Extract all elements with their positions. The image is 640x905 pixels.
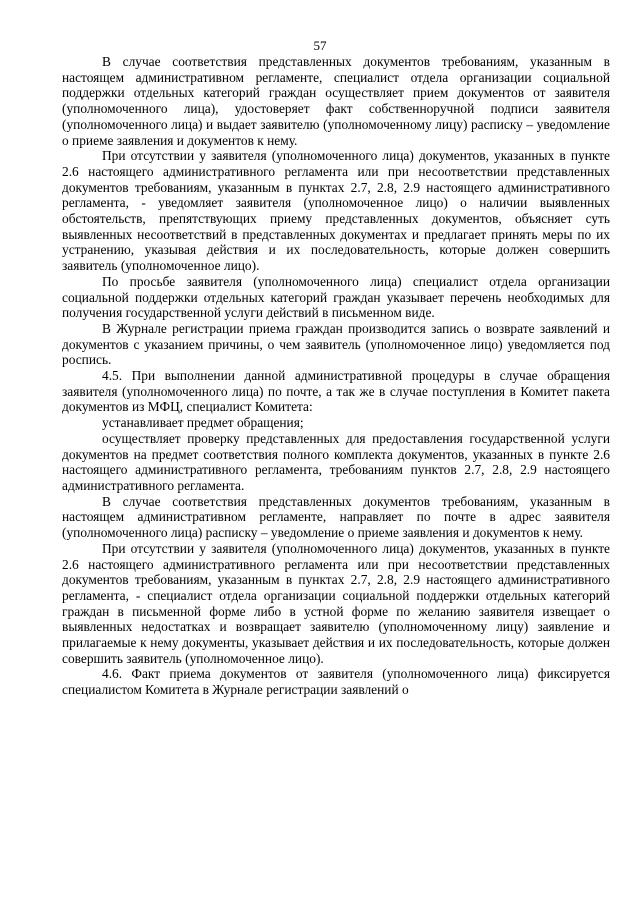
page-number: 57: [313, 38, 327, 53]
paragraph-7: осуществляет проверку представленных для предоставления государственной услуги документов на предмет соответствия полного комплекта документов, указанных в пункте 2.6 настоящего административного регламента, требованиям пунктов 2.7, 2.8, 2.9 настоящего административного регламента.: [62, 430, 610, 493]
paragraph-6: устанавливает предмет обращения;: [102, 415, 304, 431]
body-text: [62, 54, 610, 698]
paragraph-3: По просьбе заявителя (уполномоченного лица) специалист отдела организации социальной поддержки отдельных категорий граждан указывает перечень необходимых для получения государственной услуги действий в письменном виде.: [62, 273, 610, 321]
paragraph-2: При отсутствии у заявителя (уполномоченного лица) документов, указанных в пункте 2.6 настоящего административного регламента или при несоответствии представленных документов требованиям, указанным в пунктах 2.7, 2.8, 2.9 настоящего административного регламента, - уведомляет заявителя (уполномоченное лицо) о наличии выявленных обстоятельств, препятствующих приему представленных документов, объясняет суть выявленных несоответствий в представленных документах и предлагает принять меры по их устранению, указывая действия и их последовательность, которые должен совершить заявитель (уполномоченное лицо).: [62, 148, 610, 274]
paragraph-8: В случае соответствия представленных документов требованиям, указанным в настоящем административном регламенте, направляет по почте в адрес заявителя (уполномоченного лица) расписку – уведомление о приеме заявления и документов к нему.: [62, 493, 610, 541]
paragraph-section-4-5: 4.5. При выполнении данной административной процедуры в случае обращения заявителя (уполномоченного лица) по почте, а так же в случае поступления в Комитет пакета документов из МФЦ, специалист Комитета:: [62, 368, 610, 415]
paragraph-section-4-6: 4.6. Факт приема документов от заявителя (уполномоченного лица) фиксируется специалистом Комитета в Журнале регистрации заявлений о: [62, 666, 610, 698]
paragraph-9: При отсутствии у заявителя (уполномоченного лица) документов, указанных в пункте 2.6 настоящего административного регламента или при несоответствии представленных документов требованиям, указанным в пунктах 2.7, 2.8, 2.9 настоящего административного регламента, - специалист отдела организации социальной поддержки отдельных категорий граждан в письменной форме либо в устной форме по желанию заявителя извещает о выявленных недостатках и возвращает заявителю (уполномоченному лицу) заявление и прилагаемые к нему документы, указывает действия и их последовательность, которые должен совершить заявитель (уполномоченное лицо).: [62, 540, 610, 666]
paragraph-4: В Журнале регистрации приема граждан производится запись о возврате заявлений и документов с указанием причины, о чем заявитель (уполномоченное лицо) уведомляется под роспись.: [62, 320, 610, 368]
paragraph-1: В случае соответствия представленных документов требованиям, указанным в настоящем административном регламенте, специалист отдела организации социальной поддержки отдельных категорий граждан осуществляет прием документов от заявителя (уполномоченного лица), удостоверяет факт собственноручной подписи заявителя (уполномоченного лица) и выдает заявителю (уполномоченному лицу) расписку – уведомление о приеме заявления и документов к нему.: [62, 54, 610, 148]
